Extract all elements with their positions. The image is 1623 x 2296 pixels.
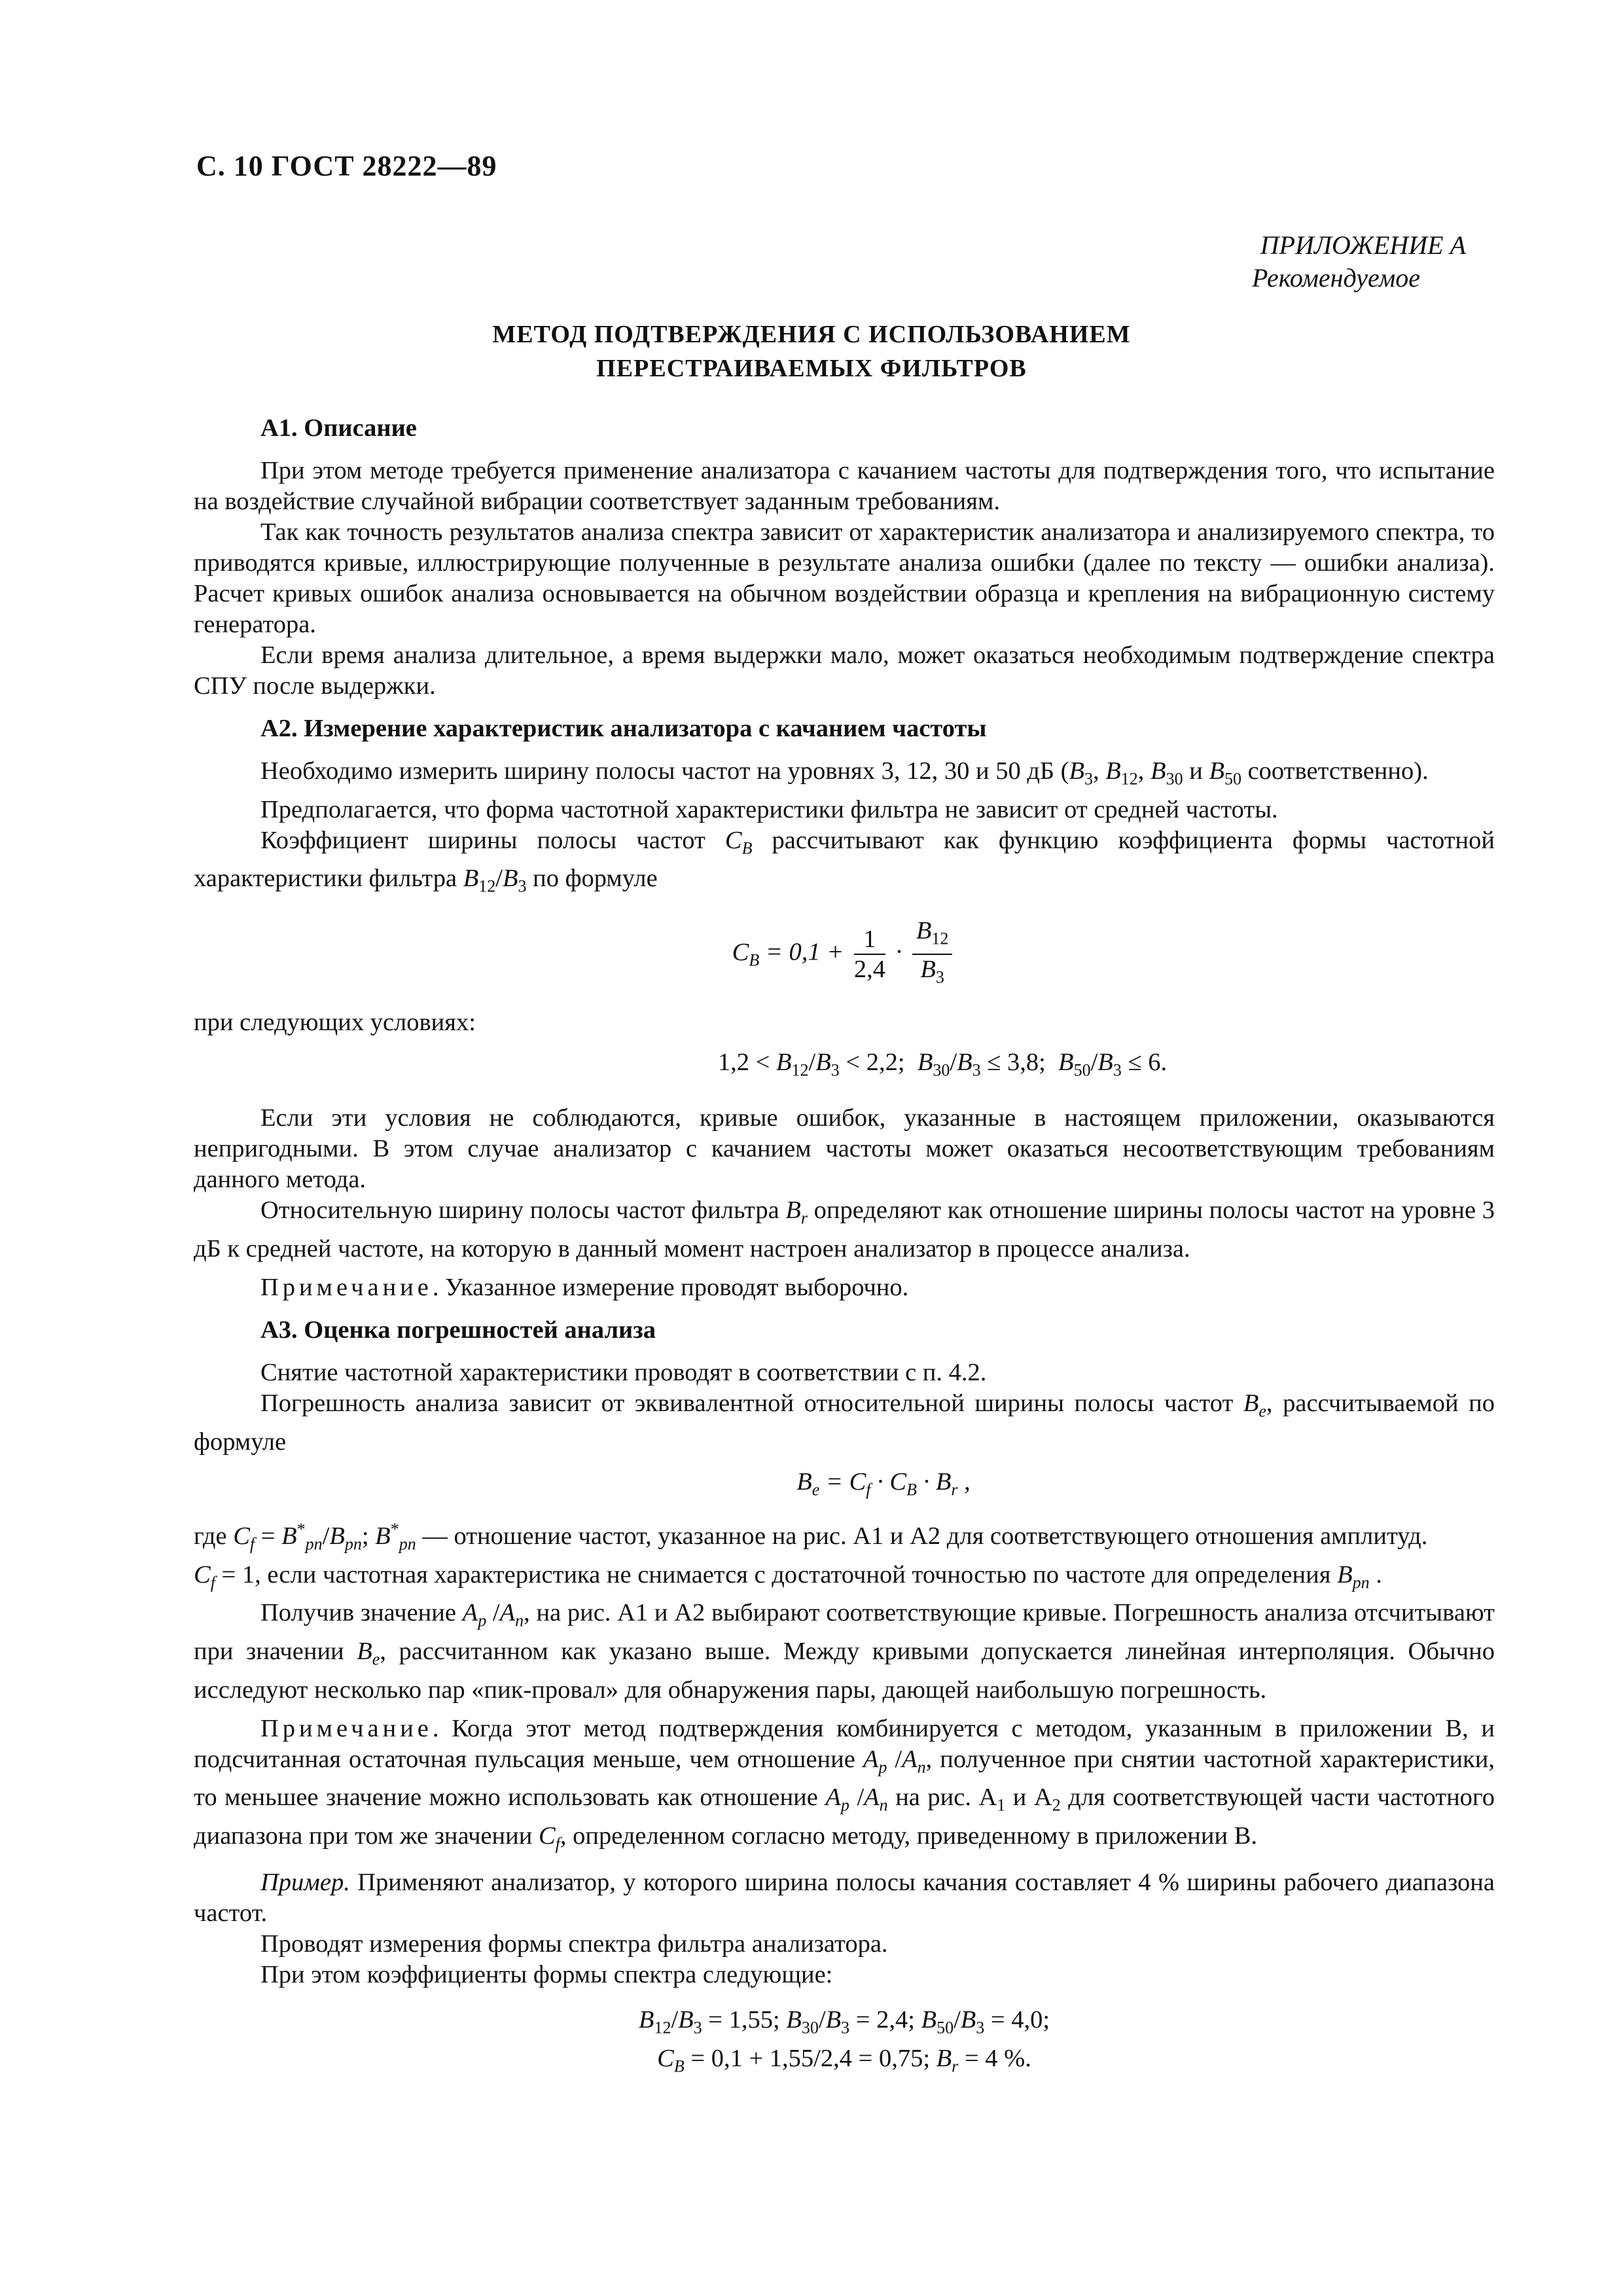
paragraph: Коэффициент ширины полосы частот $C_B$ рассчитывают как функцию коэффициента формы частотной характеристики фильтра $B_{12}/B_3$ по формуле [194, 826, 1495, 897]
paragraph: При этом методе требуется применение анализатора с качанием частоты для подтверждения того, что испытание на воздействие случайной вибрации соответствует заданным требованиям. [194, 457, 1495, 515]
appendix-title: ПРИЛОЖЕНИЕ А [1260, 230, 1466, 260]
appendix-label [1252, 229, 1466, 295]
note: Примечание. Когда этот метод подтверждения комбинируется с методом, указанным в приложении В, и подсчитанная остаточная пульсация меньше, чем отношение $A_p$ $/A_n$, полученное при снятии частотной характеристики, то меньшее значение можно использовать как отношение $A_p$ $/A_n$ на рис. $А_1$ и $А_2$ для соответствующей части частотного диапазона при том же значении $C_f$, определенном согласно методу, приведенному в приложении В. [194, 1714, 1495, 1854]
paragraph: Если эти условия не соблюдаются, кривые ошибок, указанные в настоящем приложении, оказываются непригодными. В этом случае анализатор с качанием частоты может оказаться несоответствующим требованиям данного метода. [194, 1104, 1495, 1194]
formula-cb: $C_B = 0,1$ + $\frac{1}{2,4}$ · $\frac{B_{12}}{B_3}$ [194, 916, 1495, 992]
note: Примечание. Указанное измерение проводят выборочно. [260, 1273, 909, 1301]
paragraph: Получив значение $A_p$ $/A_n$, на рис. А1 и А2 выбирают соответствующие кривые. Погрешность анализа отсчитывают при значении $B_e$, рассчитанном как указано выше. Между кривыми допускается линейная интерполяция. Обычно исследуют несколько пар «пик-провал» для обнаружения пары, дающей наибольшую погрешность. [194, 1599, 1495, 1704]
section-heading-a3: А3. Оценка погрешностей анализа [260, 1316, 656, 1344]
paragraph: Относительную ширину полосы частот фильтра $B_r$ определяют как отношение ширины полосы частот на уровне 3 дБ к средней частоте, на которую в данный момент настроен анализатор в процессе анализа. [194, 1196, 1495, 1263]
example: Пример. Применяют анализатор, у которого ширина полосы качания составляет 4 % ширины рабочего диапазона частот. [194, 1868, 1495, 1927]
formula-be: $B_e = C_f \cdot C_B \cdot B_r$ , [796, 1467, 971, 1499]
section-heading-a1: А1. Описание [260, 414, 417, 442]
paragraph: $C_f = 1$, если частотная характеристика не снимается с достаточной точностью по частоте для определения $B_{pn}$ . [194, 1560, 1382, 1592]
paragraph: Проводят измерения формы спектра фильтра анализатора. [260, 1929, 888, 1958]
document-title [0, 317, 1623, 386]
formula-example: $B_{12}/B_3 = 1,55$; $B_{30}/B_3 = 2,4$; $B_{50}/B_3 = 4,0$; $C_B = 0,1 + 1,55/2,4 = 0,75$; $B_r = 4$ %. [638, 2005, 1050, 2076]
title-line-2: ПЕРЕСТРАИВАЕМЫХ ФИЛЬТРОВ [596, 355, 1027, 382]
paragraph: Необходимо измерить ширину полосы частот на уровнях 3, 12, 30 и 50 дБ ($B_3$, $B_{12}$, $B_{30}$ и $B_{50}$ соответственно). [260, 757, 1429, 789]
paragraph: При этом коэффициенты формы спектра следующие: [260, 1960, 833, 1988]
paragraph: Погрешность анализа зависит от эквивалентной относительной ширины полосы частот $B_e$, рассчитываемой по формуле [194, 1389, 1495, 1456]
paragraph: при следующих условиях: [194, 1009, 476, 1037]
paragraph: где $C_f = B^*_{pn}/B_{pn}$; $B^*_{pn}$ — отношение частот, указанное на рис. А1 и А2 для соответствующего отношения амплитуд. [194, 1520, 1428, 1554]
paragraph: Предполагается, что форма частотной характеристики фильтра не зависит от средней частоты. [260, 795, 1278, 823]
section-heading-a2: А2. Измерение характеристик анализатора с качанием частоты [260, 715, 987, 742]
page-header: С. 10 ГОСТ 28222—89 [196, 150, 497, 182]
paragraph: Если время анализа длительное, а время выдержки мало, может оказаться необходимым подтверждение спектра СПУ после выдержки. [194, 641, 1495, 700]
paragraph: Так как точность результатов анализа спектра зависит от характеристик анализатора и анализируемого спектра, то приводятся кривые, иллюстрирующие полученные в результате анализа ошибки (далее по тексту — ошибки анализа). Расчет кривых ошибок анализа основывается на обычном воздействии образца и крепления на вибрационную систему генератора. [194, 518, 1495, 638]
formula-conditions: $1,2 < B_{12}/B_3 < 2,2$; $B_{30}/B_3 \le 3,8$; $B_{50}/B_3 \le 6$. [717, 1049, 1168, 1081]
document-body [194, 409, 1495, 2090]
paragraph: Снятие частотной характеристики проводят в соответствии с п. 4.2. [260, 1358, 987, 1386]
appendix-status: Рекомендуемое [1251, 263, 1420, 293]
title-line-1: МЕТОД ПОДТВЕРЖДЕНИЯ С ИСПОЛЬЗОВАНИЕМ [492, 321, 1131, 348]
